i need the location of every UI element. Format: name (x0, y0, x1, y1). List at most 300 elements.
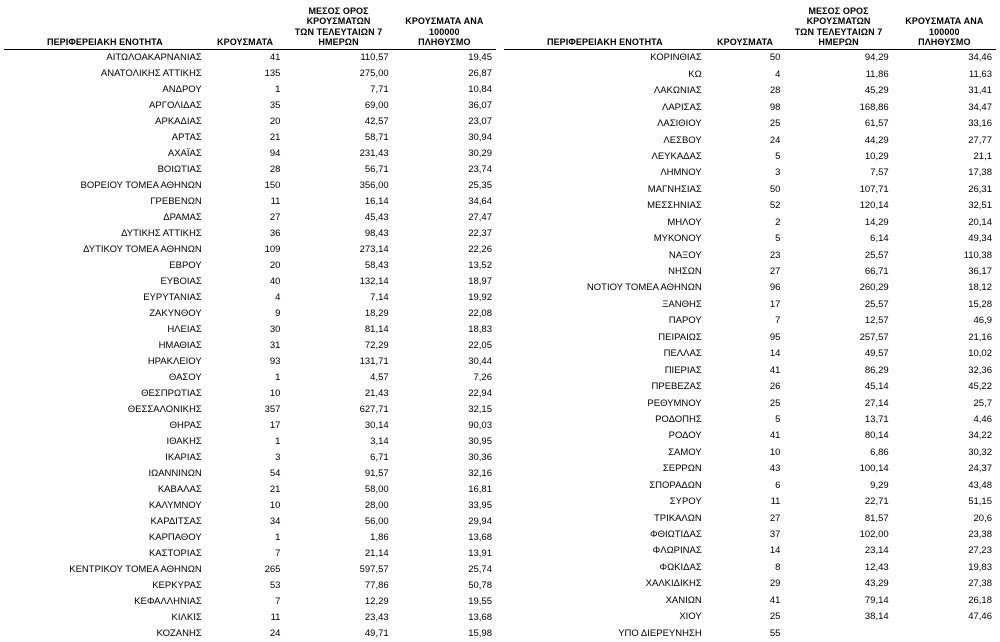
cell-avg7: 61,57 (864, 118, 889, 130)
cell-avg7: 30,14 (364, 420, 389, 432)
cell-avg7: 6,14 (870, 233, 889, 245)
cell-avg7: 49,57 (864, 348, 889, 360)
cell-per100k: 26,18 (968, 594, 992, 606)
cell-per100k: 22,37 (468, 228, 492, 240)
cell-avg7: 44,29 (864, 134, 889, 146)
table-row (504, 560, 996, 576)
cell-avg7: 168,86 (859, 101, 889, 113)
cell-region: ΠΑΡΟΥ (668, 315, 702, 327)
table-row (504, 511, 996, 527)
col-header-region (4, 6, 206, 49)
cell-region: ΜΥΚΟΝΟΥ (653, 233, 702, 245)
tables-container (4, 6, 996, 642)
cell-per100k: 10,84 (468, 84, 492, 96)
table-row (4, 434, 496, 450)
cell-cases: 55 (769, 627, 781, 639)
cell-region: ΠΕΙΡΑΙΩΣ (658, 331, 702, 343)
cell-cases: 41 (769, 594, 781, 606)
cell-avg7: 25,57 (864, 298, 889, 310)
cell-region: ΗΜΑΘΙΑΣ (158, 340, 202, 352)
cell-per100k: 34,47 (968, 101, 992, 113)
cell-avg7: 107,71 (859, 183, 889, 195)
cell-cases: 10 (269, 500, 281, 512)
cell-region: ΠΙΕΡΙΑΣ (664, 364, 702, 376)
cell-avg7: 356,00 (359, 180, 389, 192)
cell-cases: 24 (269, 628, 281, 640)
cell-region: ΚΟΖΑΝΗΣ (156, 628, 202, 640)
table-row (504, 330, 996, 346)
cell-cases: 265 (264, 564, 281, 576)
cell-cases: 50 (769, 52, 781, 64)
cell-cases: 1 (275, 372, 281, 384)
cell-cases: 25 (769, 611, 781, 623)
cell-cases: 109 (264, 244, 281, 256)
cell-cases: 7 (775, 315, 781, 327)
cell-per100k: 30,95 (468, 436, 492, 448)
cell-cases: 20 (269, 116, 281, 128)
cell-per100k: 25,35 (468, 180, 492, 192)
table-row (4, 498, 496, 514)
cell-cases: 4 (275, 292, 281, 304)
table-row (504, 313, 996, 329)
cell-per100k: 50,78 (468, 580, 492, 592)
cell-avg7: 1,86 (370, 532, 389, 544)
cell-per100k: 22,94 (468, 388, 492, 400)
cell-cases: 35 (269, 100, 281, 112)
cell-per100k: 4,46 (973, 413, 992, 425)
cell-per100k: 17,38 (968, 167, 992, 179)
cell-avg7: 25,57 (864, 249, 889, 261)
cell-region: ΣΠΟΡΑΔΩΝ (649, 479, 702, 491)
cell-region: ΧΑΛΚΙΔΙΚΗΣ (645, 578, 702, 590)
cell-region: ΣΑΜΟΥ (668, 446, 702, 458)
table-row (4, 418, 496, 434)
cell-cases: 54 (269, 468, 281, 480)
cell-avg7: 14,29 (864, 216, 889, 228)
cell-cases: 20 (269, 260, 281, 272)
cell-region: ΛΑΚΩΝΙΑΣ (653, 85, 702, 97)
cell-region: ΜΕΣΣΗΝΙΑΣ (647, 200, 702, 212)
cell-region: ΧΙΟΥ (679, 611, 702, 623)
cell-avg7: 80,14 (864, 430, 889, 442)
table-row (4, 514, 496, 530)
right-table-header (504, 6, 996, 50)
cell-cases: 40 (269, 276, 281, 288)
cell-cases: 21 (269, 484, 281, 496)
cell-avg7: 6,86 (870, 446, 889, 458)
cell-avg7: 58,71 (364, 132, 389, 144)
cell-per100k: 13,68 (468, 532, 492, 544)
table-row (4, 450, 496, 466)
table-row (504, 231, 996, 247)
cell-avg7: 28,00 (364, 500, 389, 512)
cell-per100k: 90,03 (468, 420, 492, 432)
table-row (504, 116, 996, 132)
table-row (504, 461, 996, 477)
cell-region: ΛΗΜΝΟΥ (660, 167, 702, 179)
cell-avg7: 13,71 (864, 413, 889, 425)
cell-cases: 1 (275, 84, 281, 96)
table-row (504, 478, 996, 494)
table-row (504, 198, 996, 214)
table-row (4, 66, 496, 82)
table-row (504, 494, 996, 510)
cell-region: ΘΑΣΟΥ (168, 372, 202, 384)
cell-cases: 30 (269, 324, 281, 336)
cell-cases: 135 (264, 68, 281, 80)
cell-avg7: 66,71 (864, 266, 889, 278)
cell-cases: 2 (775, 216, 781, 228)
cell-cases: 10 (269, 388, 281, 400)
cell-avg7: 79,14 (864, 594, 889, 606)
table-row (504, 544, 996, 560)
cell-region: ΔΥΤΙΚΟΥ ΤΟΜΕΑ ΑΘΗΝΩΝ (83, 244, 202, 256)
cell-cases: 26 (769, 381, 781, 393)
cell-region: ΠΕΛΛΑΣ (663, 348, 702, 360)
cell-region: ΒΟΡΕΙΟΥ ΤΟΜΕΑ ΑΘΗΝΩΝ (80, 180, 202, 192)
cell-avg7: 77,86 (364, 580, 389, 592)
cell-per100k: 34,22 (968, 430, 992, 442)
cell-cases: 27 (769, 512, 781, 524)
cell-cases: 34 (269, 516, 281, 528)
cell-cases: 5 (775, 413, 781, 425)
cell-per100k: 33,95 (468, 500, 492, 512)
cell-avg7: 12,29 (364, 596, 389, 608)
cell-avg7: 627,71 (359, 404, 389, 416)
cell-cases: 5 (775, 150, 781, 162)
col-header-per100k (893, 6, 996, 49)
cell-per100k: 26,87 (468, 68, 492, 80)
col-header-per100k-line2: ΠΛΗΘΥΣΜΟ (418, 37, 471, 48)
cell-per100k: 18,12 (968, 282, 992, 294)
cell-region: ΑΧΑΪΑΣ (167, 148, 202, 160)
cell-cases: 93 (269, 356, 281, 368)
cell-cases: 41 (769, 430, 781, 442)
cell-region: ΑΝΔΡΟΥ (162, 84, 202, 96)
table-row (4, 146, 496, 162)
col-header-avg7-line1: ΜΕΣΟΣ ΟΡΟΣ ΚΡΟΥΣΜΑΤΩΝ (806, 6, 871, 27)
cell-cases: 23 (769, 249, 781, 261)
cell-per100k: 11,63 (968, 68, 992, 80)
cell-per100k: 34,46 (968, 52, 992, 64)
cell-cases: 95 (769, 331, 781, 343)
cell-cases: 94 (269, 148, 281, 160)
table-row (504, 428, 996, 444)
col-header-cases (706, 6, 785, 49)
cell-region: ΛΑΣΙΘΙΟΥ (657, 118, 702, 130)
cell-region: ΦΛΩΡΙΝΑΣ (652, 545, 702, 557)
cell-avg7: 597,57 (359, 564, 389, 576)
cell-avg7: 11,86 (865, 68, 889, 80)
cell-per100k: 15,28 (968, 298, 992, 310)
cell-per100k: 22,05 (468, 340, 492, 352)
cell-region: ΥΠΟ ΔΙΕΡΕΥΝΗΣΗ (618, 627, 702, 639)
cell-per100k: 30,29 (468, 148, 492, 160)
table-row (4, 178, 496, 194)
cell-region: ΛΑΡΙΣΑΣ (661, 101, 702, 113)
cell-cases: 11 (270, 196, 281, 208)
cell-region: ΒΟΙΩΤΙΑΣ (157, 164, 202, 176)
cell-cases: 5 (775, 233, 781, 245)
table-row (504, 83, 996, 99)
cell-avg7: 12,43 (864, 561, 889, 573)
cell-avg7: 132,14 (359, 276, 389, 288)
col-header-per100k-line2: ΠΛΗΘΥΣΜΟ (918, 37, 971, 48)
cell-region: ΝΗΣΩΝ (668, 266, 702, 278)
cell-avg7: 12,57 (864, 315, 889, 327)
cell-per100k: 47,46 (968, 611, 992, 623)
left-table-header (4, 6, 496, 50)
cell-avg7: 18,29 (364, 308, 389, 320)
cell-region: ΙΘΑΚΗΣ (166, 436, 202, 448)
cell-region: ΛΕΥΚΑΔΑΣ (651, 150, 702, 162)
cell-cases: 1 (275, 436, 281, 448)
table-row (504, 527, 996, 543)
table-row (4, 210, 496, 226)
cell-region: ΞΑΝΘΗΣ (662, 298, 702, 310)
col-header-per100k-line1: ΚΡΟΥΣΜΑΤΑ ΑΝΑ 100000 (905, 16, 984, 37)
cell-per100k: 25,7 (973, 397, 992, 409)
cell-region: ΑΡΚΑΔΙΑΣ (155, 116, 202, 128)
table-row (4, 306, 496, 322)
cell-cases: 21 (269, 132, 281, 144)
cell-per100k: 30,32 (968, 446, 992, 458)
cell-cases: 27 (269, 212, 281, 224)
cell-avg7: 22,71 (864, 496, 889, 508)
cell-per100k: 36,17 (968, 266, 992, 278)
cell-per100k: 31,41 (968, 85, 992, 97)
cell-avg7: 45,29 (864, 85, 889, 97)
table-row (504, 149, 996, 165)
cell-region: ΚΕΡΚΥΡΑΣ (152, 580, 202, 592)
cell-region: ΚΟΡΙΝΘΙΑΣ (650, 52, 702, 64)
cell-per100k: 30,44 (468, 356, 492, 368)
cell-cases: 31 (269, 340, 281, 352)
cell-cases: 28 (769, 85, 781, 97)
left-table-body (4, 50, 496, 642)
table-gap-divider (496, 6, 504, 642)
cell-per100k: 26,31 (968, 183, 992, 195)
cell-per100k: 32,51 (968, 200, 992, 212)
cell-cases: 4 (775, 68, 781, 80)
cell-per100k: 32,16 (468, 468, 492, 480)
cell-region: ΦΩΚΙΔΑΣ (659, 561, 702, 573)
col-header-per100k (393, 6, 496, 49)
table-row (504, 165, 996, 181)
cell-region: ΠΡΕΒΕΖΑΣ (651, 381, 702, 393)
cell-per100k: 19,55 (468, 596, 492, 608)
cell-region: ΗΛΕΙΑΣ (167, 324, 202, 336)
cell-per100k: 110,38 (963, 249, 992, 261)
cell-region: ΕΥΒΟΙΑΣ (160, 276, 202, 288)
table-row (504, 281, 996, 297)
cell-per100k: 23,38 (968, 529, 992, 541)
cell-per100k: 30,94 (468, 132, 492, 144)
cell-region: ΡΟΔΟΠΗΣ (655, 413, 702, 425)
cell-avg7: 231,43 (359, 148, 389, 160)
cell-per100k: 23,74 (468, 164, 492, 176)
cell-avg7: 100,14 (859, 463, 889, 475)
cell-region: ΛΕΣΒΟΥ (663, 134, 702, 146)
cell-cases: 150 (264, 180, 281, 192)
cell-per100k: 29,94 (468, 516, 492, 528)
cell-avg7: 7,14 (370, 292, 389, 304)
table-row (4, 466, 496, 482)
cell-cases: 17 (769, 298, 781, 310)
cell-per100k: 19,45 (468, 52, 492, 64)
cell-avg7: 27,14 (864, 397, 889, 409)
table-row (4, 562, 496, 578)
cell-region: ΣΕΡΡΩΝ (662, 463, 702, 475)
table-row (504, 67, 996, 83)
cell-per100k: 32,36 (968, 364, 992, 376)
cell-per100k: 18,97 (468, 276, 492, 288)
cell-cases: 37 (769, 529, 781, 541)
table-row (504, 248, 996, 264)
cell-per100k: 27,77 (968, 134, 992, 146)
cell-per100k: 19,83 (968, 561, 992, 573)
col-header-avg7 (784, 6, 892, 49)
cell-region: ΚΑΡΔΙΤΣΑΣ (150, 516, 202, 528)
cell-avg7: 86,29 (864, 364, 889, 376)
cell-cases: 36 (269, 228, 281, 240)
cell-cases: 3 (775, 167, 781, 179)
cell-per100k: 21,1 (973, 150, 992, 162)
table-row (504, 297, 996, 313)
cell-cases: 14 (769, 545, 781, 557)
table-row (4, 594, 496, 610)
table-row (4, 274, 496, 290)
table-row (4, 610, 496, 626)
cell-per100k: 19,92 (468, 292, 492, 304)
cell-avg7: 45,14 (864, 381, 889, 393)
cell-avg7: 257,57 (859, 331, 889, 343)
cell-region: ΖΑΚΥΝΘΟΥ (149, 308, 202, 320)
cell-cases: 7 (275, 596, 281, 608)
cell-region: ΡΟΔΟΥ (668, 430, 702, 442)
cell-region: ΚΑΡΠΑΘΟΥ (148, 532, 202, 544)
cell-cases: 8 (775, 561, 781, 573)
cell-region: ΔΡΑΜΑΣ (163, 212, 202, 224)
cell-per100k: 34,64 (468, 196, 492, 208)
cell-per100k: 24,37 (968, 463, 992, 475)
cell-avg7: 273,14 (359, 244, 389, 256)
table-row (504, 264, 996, 280)
cell-cases: 3 (275, 452, 281, 464)
cell-cases: 10 (769, 446, 781, 458)
cell-per100k: 46,9 (973, 315, 992, 327)
table-row (4, 242, 496, 258)
cell-region: ΚΑΣΤΟΡΙΑΣ (148, 548, 202, 560)
cell-avg7: 9,29 (870, 479, 889, 491)
table-row (504, 576, 996, 592)
cell-per100k: 30,36 (468, 452, 492, 464)
cell-avg7: 21,14 (364, 548, 389, 560)
cell-avg7: 7,71 (370, 84, 389, 96)
cell-per100k: 27,47 (468, 212, 492, 224)
cell-per100k: 21,16 (968, 331, 992, 343)
cell-region: ΘΗΡΑΣ (169, 420, 202, 432)
cell-cases: 24 (769, 134, 781, 146)
cell-per100k: 22,26 (468, 244, 492, 256)
cell-per100k: 27,23 (968, 545, 992, 557)
cell-avg7: 56,71 (364, 164, 389, 176)
table-row (504, 609, 996, 625)
col-header-avg7-line1: ΜΕΣΟΣ ΟΡΟΣ ΚΡΟΥΣΜΑΤΩΝ (306, 6, 371, 27)
table-row (4, 370, 496, 386)
cell-per100k: 23,07 (468, 116, 492, 128)
table-row (4, 322, 496, 338)
right-table-body (504, 50, 996, 642)
cell-per100k: 13,52 (468, 260, 492, 272)
cell-avg7: 58,43 (364, 260, 389, 272)
table-row (4, 162, 496, 178)
cell-region: ΚΑΒΑΛΑΣ (157, 484, 202, 496)
table-row (4, 530, 496, 546)
cell-cases: 28 (269, 164, 281, 176)
col-header-region (504, 6, 706, 49)
col-header-avg7 (284, 6, 392, 49)
cell-avg7: 275,00 (359, 68, 389, 80)
table-row (4, 386, 496, 402)
table-row (504, 626, 996, 642)
cell-per100k: 18,83 (468, 324, 492, 336)
cell-per100k (893, 626, 996, 642)
cell-avg7: 120,14 (859, 200, 889, 212)
cell-region: ΦΘΙΩΤΙΔΑΣ (650, 529, 702, 541)
table-row (4, 482, 496, 498)
cell-avg7: 3,14 (370, 436, 389, 448)
table-row (4, 338, 496, 354)
table-row (4, 98, 496, 114)
table-row (4, 546, 496, 562)
cell-cases: 52 (769, 200, 781, 212)
table-row (4, 258, 496, 274)
cell-avg7: 7,57 (870, 167, 889, 179)
cell-region: ΧΑΝΙΩΝ (665, 594, 702, 606)
col-header-region-label: ΠΕΡΙΦΕΡΕΙΑΚΗ ΕΝΟΤΗΤΑ (46, 37, 163, 48)
cell-cases: 6 (775, 479, 781, 491)
cell-region: ΚΩ (688, 68, 702, 80)
cell-avg7: 16,14 (364, 196, 389, 208)
table-row (4, 194, 496, 210)
cell-per100k: 45,22 (968, 381, 992, 393)
col-header-cases (206, 6, 285, 49)
cell-cases: 11 (770, 496, 781, 508)
cell-avg7: 98,43 (364, 228, 389, 240)
cell-region: ΙΚΑΡΙΑΣ (165, 452, 202, 464)
cell-avg7: 49,71 (364, 628, 389, 640)
cell-per100k: 22,08 (468, 308, 492, 320)
cell-per100k: 13,91 (468, 548, 492, 560)
cell-region: ΚΕΝΤΡΙΚΟΥ ΤΟΜΕΑ ΑΘΗΝΩΝ (69, 564, 202, 576)
cell-avg7: 45,43 (364, 212, 389, 224)
cell-cases: 53 (269, 580, 281, 592)
cell-per100k: 36,07 (468, 100, 492, 112)
cell-per100k: 25,74 (468, 564, 492, 576)
cell-region: ΘΕΣΣΑΛΟΝΙΚΗΣ (127, 404, 202, 416)
cell-avg7: 42,57 (364, 116, 389, 128)
col-header-avg7-line2: ΤΩΝ ΤΕΛΕΥΤΑΙΩΝ 7 ΗΜΕΡΩΝ (794, 26, 883, 48)
cell-region: ΚΙΛΚΙΣ (171, 612, 202, 624)
table-row (504, 412, 996, 428)
table-row (504, 133, 996, 149)
cell-per100k: 49,34 (968, 233, 992, 245)
table-row (4, 578, 496, 594)
cell-region: ΗΡΑΚΛΕΙΟΥ (147, 356, 202, 368)
cell-avg7: 81,14 (364, 324, 389, 336)
table-row (4, 114, 496, 130)
